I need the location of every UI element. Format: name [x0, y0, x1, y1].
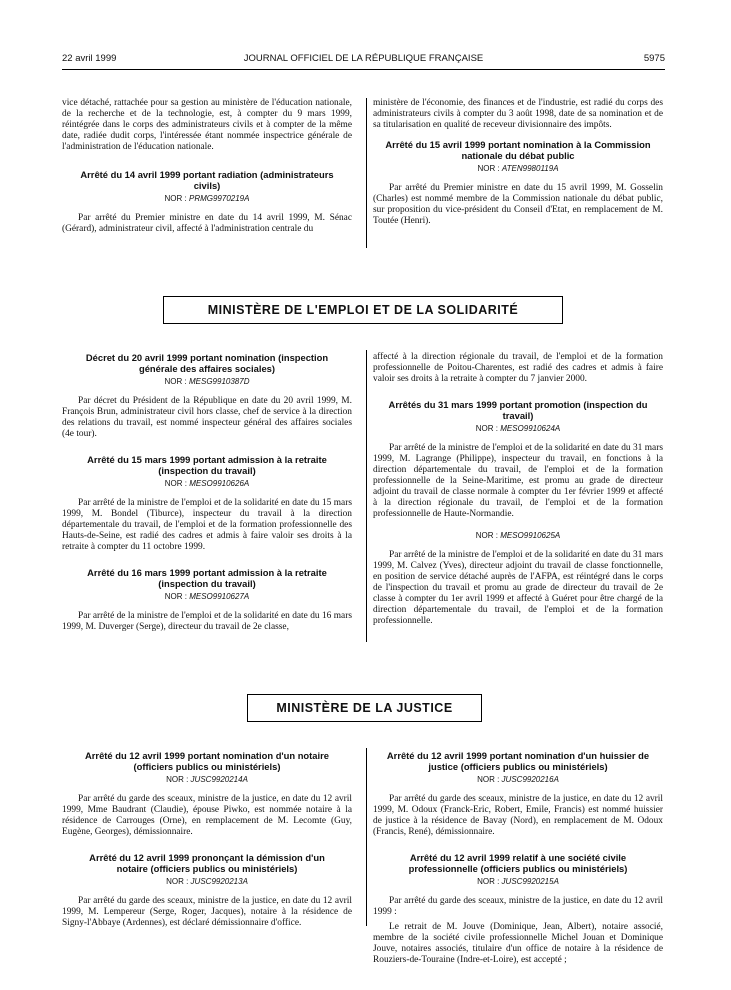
article-title: Arrêté du 12 avril 1999 portant nomination d'un notaire (officiers publics ou ministériels)	[85, 750, 329, 772]
article-title: Arrêté du 12 avril 1999 portant nomination d'un huissier de justice (officiers publics ou ministériels)	[386, 750, 650, 772]
article-body: Par arrêté de la ministre de l'emploi et de la solidarité en date du 15 mars 1999, M. Bondel (Tiburce), inspecteur du travail à la direction départementale du travail, de l'emploi et de la formation professionnelle des Hauts-de-Seine, est radié des cadres et admis à faire valoir ses droits à la retraite à compter du 11 octobre 1999.	[62, 498, 352, 552]
nor-reference	[373, 424, 663, 433]
emploi-right-column	[373, 352, 663, 627]
header-journal-title: JOURNAL OFFICIEL DE LA RÉPUBLIQUE FRANÇAISE	[243, 53, 484, 64]
justice-right-column	[373, 750, 663, 966]
page-header	[62, 49, 665, 70]
nor-reference	[373, 775, 663, 784]
article-body: Par arrêté du garde des sceaux, ministre de la justice, en date du 12 avril 1999 :	[373, 896, 663, 917]
nor-code: JUSC9920214A	[190, 775, 248, 784]
article-body: Le retrait de M. Jouve (Dominique, Jean, Albert), notaire associé, membre de la société civile professionnelle Michel Jouan et Dominique Jouve, notaires associés, titulaire d'un office de notaire à la résidence de Rouziers-de-Touraine (Indre-et-Loire), est accepté ;	[373, 922, 663, 965]
nor-label: NOR :	[164, 592, 187, 601]
nor-label: NOR :	[477, 877, 500, 886]
nor-reference	[62, 479, 352, 488]
article-body: Par arrêté du garde des sceaux, ministre de la justice, en date du 12 avril 1999, Mme Baudrant (Claudie), épouse Piwko, est nommée notaire à la résidence de Carrouges (Orne), en remplacement de M. Lecomte (Guy, Eugène, Georges), démissionnaire.	[62, 794, 352, 837]
article-body: Par arrêté de la ministre de l'emploi et de la solidarité en date du 31 mars 1999, M. Lagrange (Philippe), inspecteur du travail, en fonctions à la direction départementale du travail, de l'emploi et de la formation professionnelle de la Seine-Maritime, est promu au grade de directeur adjoint du travail de classe normale à compter du 1er février 1999 et affecté à la direction régionale du travail, de l'emploi et de la formation professionnelle de Haute-Normandie.	[373, 443, 663, 519]
article-title: Arrêtés du 31 mars 1999 portant promotion (inspection du travail)	[388, 399, 648, 421]
nor-reference	[62, 592, 352, 601]
article-title: Arrêté du 12 avril 1999 prononçant la démission d'un notaire (officiers publics ou ministériels)	[89, 852, 325, 874]
nor-code: MESO9910624A	[500, 424, 561, 433]
article-body: Par arrêté de la ministre de l'emploi et de la solidarité en date du 31 mars 1999, M. Calvez (Yves), directeur adjoint du travail de classe fonctionnelle, en position de service détaché auprès de l'AFPA, est réintégré dans le corps de l'inspection du travail et promu au grade de directeur du travail de 2e classe à compter du 1er avril 1999 et affecté à Guéret pour être chargé de la direction départementale du travail, de l'emploi et de la formation professionnelle.	[373, 550, 663, 626]
article-body: Par arrêté du garde des sceaux, ministre de la justice, en date du 12 avril 1999, M. Lempereur (Serge, Roger, Jacques), notaire à la résidence de Signy-l'Abbaye (Ardennes), est déclaré démissionnaire d'office.	[62, 896, 352, 928]
nor-label: NOR :	[164, 479, 187, 488]
article-body: Par arrêté du Premier ministre en date du 15 avril 1999, M. Gosselin (Charles) est nommé membre de la Commission nationale du débat public, sur proposition du vice-président du Conseil d'Etat, en remplacement de M. Toutée (Henri).	[373, 183, 663, 226]
top-right-column	[373, 98, 663, 227]
nor-reference	[62, 194, 352, 203]
article-title: Arrêté du 16 mars 1999 portant admission à la retraite (inspection du travail)	[87, 567, 327, 589]
nor-label: NOR :	[477, 164, 500, 173]
nor-label: NOR :	[166, 877, 189, 886]
continuation-text: vice détaché, rattachée pour sa gestion au ministère de l'éducation nationale, de la recherche et de la technologie, est, à compter du 9 mars 1999, réintégrée dans le corps des administrateurs civils et à compter de la même date, radiée dudit corps, l'intéressée étant nommée inspectrice générale de l'administration de l'éducation nationale.	[62, 98, 352, 152]
nor-code: JUSC9920216A	[501, 775, 559, 784]
nor-label: NOR :	[166, 775, 189, 784]
article-title: Arrêté du 12 avril 1999 relatif à une société civile professionnelle (officiers publics ou ministériels)	[408, 852, 628, 874]
article-body: Par décret du Président de la République en date du 20 avril 1999, M. François Brun, administrateur civil hors classe, chef de service à la direction des relations du travail, est nommé inspecteur général des affaires sociales (4e tour).	[62, 396, 352, 439]
nor-label: NOR :	[164, 194, 187, 203]
article-title: Arrêté du 15 mars 1999 portant admission à la retraite (inspection du travail)	[87, 454, 327, 476]
nor-code: MESG9910387D	[188, 377, 250, 386]
nor-code: MESO9910625A	[500, 531, 561, 540]
nor-reference	[62, 877, 352, 886]
article-title: Arrêté du 14 avril 1999 portant radiation (administrateurs civils)	[80, 169, 334, 191]
article-body: Par arrêté de la ministre de l'emploi et de la solidarité en date du 16 mars 1999, M. Duverger (Serge), directeur du travail de 2e classe,	[62, 611, 352, 632]
article-title: Décret du 20 avril 1999 portant nomination (inspection générale des affaires sociales)	[85, 352, 329, 374]
continuation-text: affecté à la direction régionale du travail, de l'emploi et de la formation professionnelle de Poitou-Charentes, est radié des cadres et admis à faire valoir ses droits à la retraite à compter du 7 janvier 2000.	[373, 352, 663, 384]
ministry-banner-emploi: MINISTÈRE DE L'EMPLOI ET DE LA SOLIDARITÉ	[163, 296, 563, 324]
nor-code: MESO9910626A	[189, 479, 250, 488]
top-left-column	[62, 98, 352, 235]
nor-code: JUSC9920215A	[501, 877, 559, 886]
column-divider	[366, 98, 367, 248]
nor-code: JUSC9920213A	[190, 877, 248, 886]
ministry-banner-justice: MINISTÈRE DE LA JUSTICE	[247, 694, 482, 722]
nor-label: NOR :	[475, 424, 498, 433]
column-divider	[366, 350, 367, 642]
nor-code: MESO9910627A	[189, 592, 250, 601]
continuation-text: ministère de l'économie, des finances et de l'industrie, est radié du corps des administrateurs civils à compter du 3 août 1998, date de sa nomination et de sa titularisation en qualité de receveur divisionnaire des impôts.	[373, 98, 663, 130]
nor-code: ATEN9980119A	[501, 164, 559, 173]
nor-reference	[373, 877, 663, 886]
nor-label: NOR :	[477, 775, 500, 784]
justice-left-column	[62, 750, 352, 929]
header-page-number: 5975	[643, 53, 665, 64]
nor-label: NOR :	[475, 531, 498, 540]
nor-reference	[62, 775, 352, 784]
nor-code: PRMG9970219A	[188, 194, 250, 203]
header-date: 22 avril 1999	[62, 53, 117, 64]
nor-reference	[373, 164, 663, 173]
column-divider	[366, 748, 367, 926]
article-body: Par arrêté du garde des sceaux, ministre de la justice, en date du 12 avril 1999, M. Odoux (Franck-Eric, Robert, Emile, Francis) est nommé huissier de justice à la résidence de Bavay (Nord), en remplacement de M. Odoux (Francis, René), démissionnaire.	[373, 794, 663, 837]
emploi-left-column	[62, 352, 352, 633]
article-title: Arrêté du 15 avril 1999 portant nomination à la Commission nationale du débat public	[385, 139, 651, 161]
nor-reference	[62, 377, 352, 386]
nor-reference	[373, 531, 663, 540]
nor-label: NOR :	[164, 377, 187, 386]
article-body: Par arrêté du Premier ministre en date du 14 avril 1999, M. Sénac (Gérard), administrateur civil, affecté à l'administration centrale du	[62, 213, 352, 234]
